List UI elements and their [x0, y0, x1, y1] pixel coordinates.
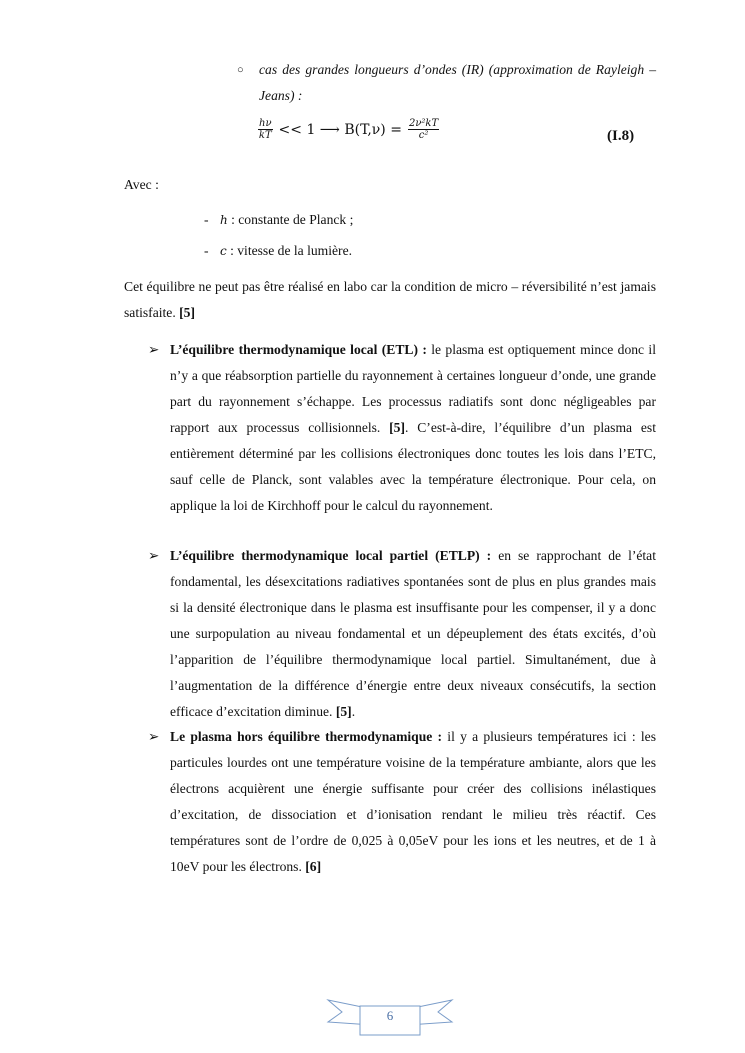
symbol: h — [219, 213, 228, 227]
paragraph — [124, 274, 656, 326]
arrow-bullet-icon: ➢ — [148, 342, 160, 357]
definition-item — [204, 238, 352, 264]
bullet-text: il y a plusieurs températures ici : les particules lourdes ont une température voisine de la température ambiante, alors que les électrons acquièrent une énergie suffisante pour créer des collisions inélastiques d’excitation, de dissociation et d’ionisation rendant le milieu très réactif. Ces températures sont de l’ordre de 0,025 à 0,05eV pour les ions et les neutres, et de 1 à 10eV pour les électrons. — [170, 729, 656, 874]
bullet-text: le plasma est optiquement mince donc il n’y a que réabsorption partielle du rayonnement à certaines longueur d’onde, une grande part du rayonnement s’échappe. Les processus radiatifs sont donc négligeables par rapport aux processus collisionnels. — [170, 342, 656, 435]
fraction-lhs — [258, 118, 273, 141]
bullet-title: Le plasma hors équilibre thermodynamique : — [170, 729, 443, 744]
bullet-item-hors-equilibre — [148, 724, 656, 880]
equation-number: (I.8) — [607, 128, 635, 144]
lhs-numerator: hν — [259, 118, 272, 129]
citation: [5] — [335, 704, 352, 719]
bullet-text: . — [351, 704, 356, 719]
arrow-bullet-icon: ➢ — [148, 548, 160, 563]
circle-bullet-icon: ○ — [237, 64, 244, 76]
bullet-text: . C’est-à-dire, l’équilibre d’un plasma est entièrement déterminé par les collisions électroniques donc toutes les lois dans l’ETC, sauf celle de Planck, sont valables avec la température électronique. Pour cela, on applique la loi de Kirchhoff pour le calcul du rayonnement. — [170, 420, 656, 513]
symbol: c — [219, 244, 227, 258]
arrow-bullet-icon: ➢ — [148, 729, 160, 744]
rhs-numerator: 2ν²kT — [408, 118, 439, 129]
definition-text: : vitesse de la lumière. — [226, 243, 352, 258]
paragraph-text: Cet équilibre ne peut pas être réalisé en labo car la condition de micro – réversibilité n’est jamais satisfaite. — [124, 279, 656, 320]
page-footer — [320, 995, 460, 1040]
bullet-item-etl — [148, 337, 656, 519]
fraction-rhs — [408, 118, 439, 141]
page-number: 6 — [386, 1008, 394, 1023]
definition-text: : constante de Planck ; — [227, 212, 354, 227]
sub-bullet-text: cas des grandes longueurs d’ondes (IR) (approximation de Rayleigh – Jeans) : — [259, 62, 656, 103]
rhs-denominator: c² — [418, 130, 429, 141]
bullet-title: L’équilibre thermodynamique local (ETL) : — [170, 342, 427, 357]
citation: [6] — [305, 859, 322, 874]
bullet-text: en se rapprochant de l’état fondamental, les désexcitations radiatives spontanées sont de plus en plus grandes mais si la densité électronique dans le plasma est insuffisante pour les compenser, il y a donc une surpopulation au niveau fondamental et un dépeuplement des états excités, d’où l’apparition de l’équilibre thermodynamique local partiel. Simultanément, due à l’augmentation de la différence d’énergie entre deux niveaux consécutifs, la section efficace d’excitation diminue. — [170, 548, 656, 719]
sub-bullet-item — [237, 57, 656, 109]
dash-bullet: - — [204, 212, 209, 227]
citation: [5] — [179, 305, 195, 320]
avec-label: Avec : — [124, 177, 159, 192]
citation: [5] — [389, 420, 406, 435]
bullet-item-etlp — [148, 543, 656, 725]
bullet-title: L’équilibre thermodynamique local partiel (ETLP) : — [170, 548, 492, 563]
lhs-denominator: kT — [258, 130, 272, 141]
equation-relation: << 1 ⟶ B(T,ν) = — [278, 121, 402, 138]
equation — [255, 118, 442, 141]
definition-item — [204, 207, 353, 233]
dash-bullet: - — [204, 243, 209, 258]
